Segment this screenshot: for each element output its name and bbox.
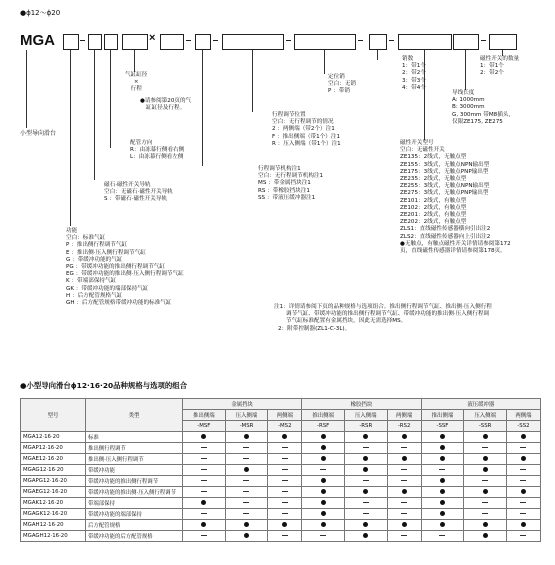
sub-header: 压入侧端 [344,410,387,421]
dot-icon [321,456,326,461]
table-row [21,509,541,520]
dot-icon [321,511,326,516]
not-available [183,465,226,476]
bore-block: 气缸缸径 × 行程 [125,72,148,93]
dot-icon [483,434,488,439]
dot-icon [363,533,368,538]
switch-qty-block: 磁性开关的数量 1：带1个 2：带2个 [480,56,520,77]
sub-header: 两侧端 [268,410,302,421]
available-dot [344,454,387,465]
available-dot [302,520,345,531]
dash [358,40,363,41]
dot-icon [321,478,326,483]
dash-icon [401,513,407,514]
dot-icon [440,511,445,516]
cell-model: MGAPG12·16·20 [21,476,86,487]
cell-model: MGAEG12·16·20 [21,487,86,498]
group-metal: 金属挡块 [183,399,302,410]
not-available [344,476,387,487]
dash [186,40,191,41]
not-available [387,443,421,454]
cell-type: 带缓冲功能 [86,465,183,476]
dot-icon [321,522,326,527]
cell-model: MGA12·16·20 [21,432,86,443]
bore-range-subtitle: ●ϕ12～ϕ20 [20,9,61,17]
option-code: -SSR [464,421,507,432]
not-available [506,531,540,542]
not-available [387,476,421,487]
table-row [21,498,541,509]
dot-icon [363,434,368,439]
table-row [21,520,541,531]
lock-block: 定位销 空白：无销 P ：带销 [328,74,356,95]
not-available [421,531,464,542]
dash-icon [243,480,249,481]
available-dot [421,476,464,487]
dash-icon [482,502,488,503]
available-dot [464,432,507,443]
not-available [183,487,226,498]
dash-icon [439,535,445,536]
cell-model: MGAK12·16·20 [21,498,86,509]
not-available [183,531,226,542]
available-dot [387,487,421,498]
available-dot [464,520,507,531]
not-available [225,454,268,465]
not-available [464,509,507,520]
dash-icon [482,513,488,514]
box-sw-qty [489,34,517,50]
available-dot [183,520,226,531]
dot-icon [440,478,445,483]
available-dot [302,498,345,509]
not-available [183,454,226,465]
dot-icon [402,456,407,461]
box-switch [398,34,452,50]
option-code: -RS2 [387,421,421,432]
cell-type: 推出侧·压入侧行程调节 [86,454,183,465]
dot-icon [483,533,488,538]
sub-header: 压入侧端 [464,410,507,421]
cell-model: MGAGH12·16·20 [21,531,86,542]
dot-icon [244,533,249,538]
available-dot [302,509,345,520]
dash-icon [282,513,288,514]
dot-icon [440,500,445,505]
model-prefix: MGA [20,32,55,49]
dash-icon [520,513,526,514]
dash-icon [282,491,288,492]
available-dot [464,454,507,465]
available-dot [387,454,421,465]
dot-icon [201,500,206,505]
option-combination-table [20,398,541,542]
col-model: 型号 [21,399,86,432]
available-dot [302,487,345,498]
not-available [268,454,302,465]
not-available [268,498,302,509]
available-dot [421,498,464,509]
dot-icon [483,522,488,527]
dot-icon [521,456,526,461]
not-available [225,443,268,454]
table-row [21,465,541,476]
cell-model: MGAP12·16·20 [21,443,86,454]
dash-icon [282,469,288,470]
dot-icon [402,489,407,494]
available-dot [302,443,345,454]
dash [389,40,394,41]
option-code: -SSF [421,421,464,432]
dash-icon [282,502,288,503]
not-available [268,487,302,498]
sub-header: 两侧端 [387,410,421,421]
dash-icon [243,458,249,459]
available-dot [344,487,387,498]
not-available [464,476,507,487]
cell-model: MGAGK12·16·20 [21,509,86,520]
not-available [225,487,268,498]
dot-icon [244,522,249,527]
dot-icon [440,456,445,461]
available-dot [225,520,268,531]
dash [80,40,85,41]
dash-icon [520,447,526,448]
dash [213,40,218,41]
box-count [369,34,387,50]
box-bore [122,34,148,50]
available-dot [387,432,421,443]
dot-icon [521,489,526,494]
table-title: ●小型导向滑台ϕ12·16·20品种规格与选项的组合 [20,381,188,390]
dot-icon [321,489,326,494]
not-available [302,465,345,476]
option-code: -MS2 [268,421,302,432]
available-dot [421,509,464,520]
box-stroke [160,34,184,50]
dash-icon [282,447,288,448]
dash-icon [201,491,207,492]
dot-icon [282,434,287,439]
dash-icon [363,447,369,448]
cell-model: MGAG12·16·20 [21,465,86,476]
dot-icon [483,489,488,494]
bore-note-2: 缸缸径及行程。 [146,105,186,111]
notes-block: 注1：详情请参阅下页的品种规格与选项组合。推出侧行程调节气缸、推出侧·压入侧行程 调节气缸、带缓冲功能的推出侧行程调节气缸、带缓冲功能的推出侧·压入侧行程调 节气缸标准配置有金属挡块，因此无需选择MS。 2：附带控制器(ZL1-C-3L)。 [274,304,492,332]
cell-type: 带缓冲功能的后方配管规格 [86,531,183,542]
available-dot [506,487,540,498]
dash-icon [401,535,407,536]
box-position [222,34,284,50]
option-code: -MSF [183,421,226,432]
available-dot [225,432,268,443]
not-available [344,509,387,520]
dot-icon [321,434,326,439]
not-available [183,443,226,454]
available-dot [506,454,540,465]
sub-header: 推出侧端 [302,410,345,421]
dash-icon [401,480,407,481]
stopper-block: 行程调节机构注1 空白：无行程调节机构注1 MS ：带金属挡块注1 RS ：带橡胶挡块注1 SS ：带液压缓冲器注1 [258,166,324,201]
box-function [63,34,79,50]
not-available [344,498,387,509]
dot-icon [201,522,206,527]
not-available [268,531,302,542]
box-stroke-mech [195,34,211,50]
cell-type: 带缓冲功能的端部保持 [86,509,183,520]
not-available [225,476,268,487]
dot-icon [521,434,526,439]
not-available [506,443,540,454]
dot-icon [321,445,326,450]
group-rubber: 橡胶挡块 [302,399,421,410]
available-dot [225,531,268,542]
dot-icon [402,434,407,439]
sub-header: 推出侧端 [183,410,226,421]
dash-icon [401,447,407,448]
dash-icon [282,480,288,481]
table-row [21,454,541,465]
dot-icon [521,522,526,527]
dot-icon [363,489,368,494]
option-code: -SS2 [506,421,540,432]
dash-icon [201,480,207,481]
not-available [506,509,540,520]
dash-icon [201,535,207,536]
available-dot [268,520,302,531]
dash-icon [201,447,207,448]
available-dot [421,520,464,531]
dash-icon [282,535,288,536]
box-pipe [104,34,118,50]
dash-icon [363,513,369,514]
box-lead [453,34,479,50]
dash [481,40,486,41]
available-dot [344,432,387,443]
available-dot [225,465,268,476]
available-dot [344,465,387,476]
not-available [183,476,226,487]
not-available [387,465,421,476]
pipe-block: 配管方向 R：由冻幕行侧看右侧 L：由冻幕行侧看左侧 [130,140,185,161]
bore-note-1: ●请参阅第20页的气 [140,98,192,104]
sub-header: 压入侧端 [225,410,268,421]
available-dot [464,531,507,542]
not-available [302,531,345,542]
dash-icon [320,535,326,536]
not-available [268,443,302,454]
dot-icon [440,522,445,527]
not-available [225,498,268,509]
available-dot [344,531,387,542]
cell-type: 带缓冲功能的推出侧·压入侧行程调节 [86,487,183,498]
cell-model: MGAE12·16·20 [21,454,86,465]
sub-header: 推出侧端 [421,410,464,421]
available-dot [464,487,507,498]
available-dot [506,432,540,443]
cell-type: 标准 [86,432,183,443]
dash-icon [439,469,445,470]
times-sign: × [149,32,156,44]
count-block: 销数 1：带1个 2：带2个 3：带3个 4：带4个 [402,56,426,91]
dash-icon [201,513,207,514]
available-dot [421,443,464,454]
cell-type: 带缓冲功能的推出侧行程调节 [86,476,183,487]
dash-icon [320,469,326,470]
group-shock: 液压缓冲器 [421,399,540,410]
available-dot [302,476,345,487]
not-available [464,443,507,454]
dot-icon [440,434,445,439]
dash-icon [401,469,407,470]
table-row [21,531,541,542]
box-magnet [88,34,102,50]
not-available [506,476,540,487]
dot-icon [282,522,287,527]
available-dot [183,432,226,443]
dash [286,40,291,41]
dash-icon [520,502,526,503]
available-dot [302,432,345,443]
dot-icon [201,434,206,439]
function-block: 功能 空白：标准气缸 P ：推出侧行程调节气缸 E ：推出侧·压入侧行程调节气缸 G ：带缓冲功能的气缸 PG ：带缓冲功能的推出侧行程调节气缸 EG ：带缓冲功能的推出侧·压入侧行程调节气缸 K ：带端部保持气缸 GK ：带缓冲功能的端部保持气缸 H ：后方配管规格气缸 GH ：后方配管规格带缓冲功能的标准气缸 [66,228,184,307]
dash-icon [243,513,249,514]
available-dot [302,454,345,465]
not-available [225,509,268,520]
col-type: 类型 [86,399,183,432]
not-available [506,465,540,476]
option-code: -RSF [302,421,345,432]
not-available [183,509,226,520]
available-dot [268,432,302,443]
dot-icon [363,522,368,527]
box-lock [294,34,356,50]
slide-table-title: 小型导向滑台 [20,130,57,137]
dot-icon [440,445,445,450]
dot-icon [483,467,488,472]
dash-icon [243,502,249,503]
dot-icon [321,500,326,505]
dash-icon [201,469,207,470]
dash-icon [520,535,526,536]
not-available [387,498,421,509]
switch-block: 磁性开关型号 空白：无磁性开关 ZE135：2线式，无触点型 ZE155：3线式，无触点NPN输出型 ZE175：3线式，无触点PNP输出型 ZE235：2线式，无触点型 ZE255：3线式，无触点NPN输出型 ZE275：3线式，无触点PNP输出型 ZE101：2线式，有触点型 ZE102：2线式，有触点型 ZE201：2线式，有触点型 ZE202：2线式，有触点型 ZLS1：直线磁性传感器横向引出注2 ZLS2：直线磁性传感器向上引出注2 ●无触点，有触点磁性开关详情请参阅第172 页，直线磁性传感器详情请参阅第178页。 [400,140,511,255]
dot-icon [244,467,249,472]
dot-icon [402,522,407,527]
not-available [268,509,302,520]
not-available [387,509,421,520]
cell-type: 带端部保持 [86,498,183,509]
dash-icon [482,447,488,448]
magnet-block: 磁石·磁性开关导轨 空白：无磁石·磁性开关导轨 S ：带磁石·磁性开关导轨 [104,182,173,203]
dash-icon [401,502,407,503]
table-row [21,432,541,443]
dot-icon [440,489,445,494]
available-dot [421,487,464,498]
dash-icon [243,491,249,492]
not-available [344,443,387,454]
dash-icon [520,469,526,470]
not-available [387,531,421,542]
available-dot [421,454,464,465]
cell-type: 后方配管规格 [86,520,183,531]
dot-icon [244,434,249,439]
not-available [268,465,302,476]
option-code: -RSR [344,421,387,432]
dash-icon [243,447,249,448]
available-dot [506,520,540,531]
available-dot [387,520,421,531]
sub-header: 两侧端 [506,410,540,421]
dot-icon [363,467,368,472]
available-dot [183,498,226,509]
not-available [506,498,540,509]
available-dot [344,520,387,531]
not-available [464,498,507,509]
cell-model: MGAH12·16·20 [21,520,86,531]
dash-icon [201,458,207,459]
position-block: 行程调节位置 空白：无行程调节的情况 2 ：两侧端（带2个）注1 F ：推出侧端（带1个）注1 R ：压入侧端（带1个）注1 [272,112,341,147]
dash-icon [482,480,488,481]
dot-icon [363,456,368,461]
option-code: -MSR [225,421,268,432]
table-row [21,487,541,498]
cell-type: 推出侧行程调节 [86,443,183,454]
not-available [268,476,302,487]
lead-block: 导线长度 A: 1000mm B: 3000mm G, 300mm 带M8插头， 仅限ZE175, ZE275 [452,90,515,125]
table-row [21,476,541,487]
dot-icon [483,456,488,461]
not-available [421,465,464,476]
dash-icon [363,480,369,481]
dash-icon [520,480,526,481]
available-dot [464,465,507,476]
dash-icon [282,458,288,459]
table-row [21,443,541,454]
available-dot [421,432,464,443]
dash-icon [363,502,369,503]
